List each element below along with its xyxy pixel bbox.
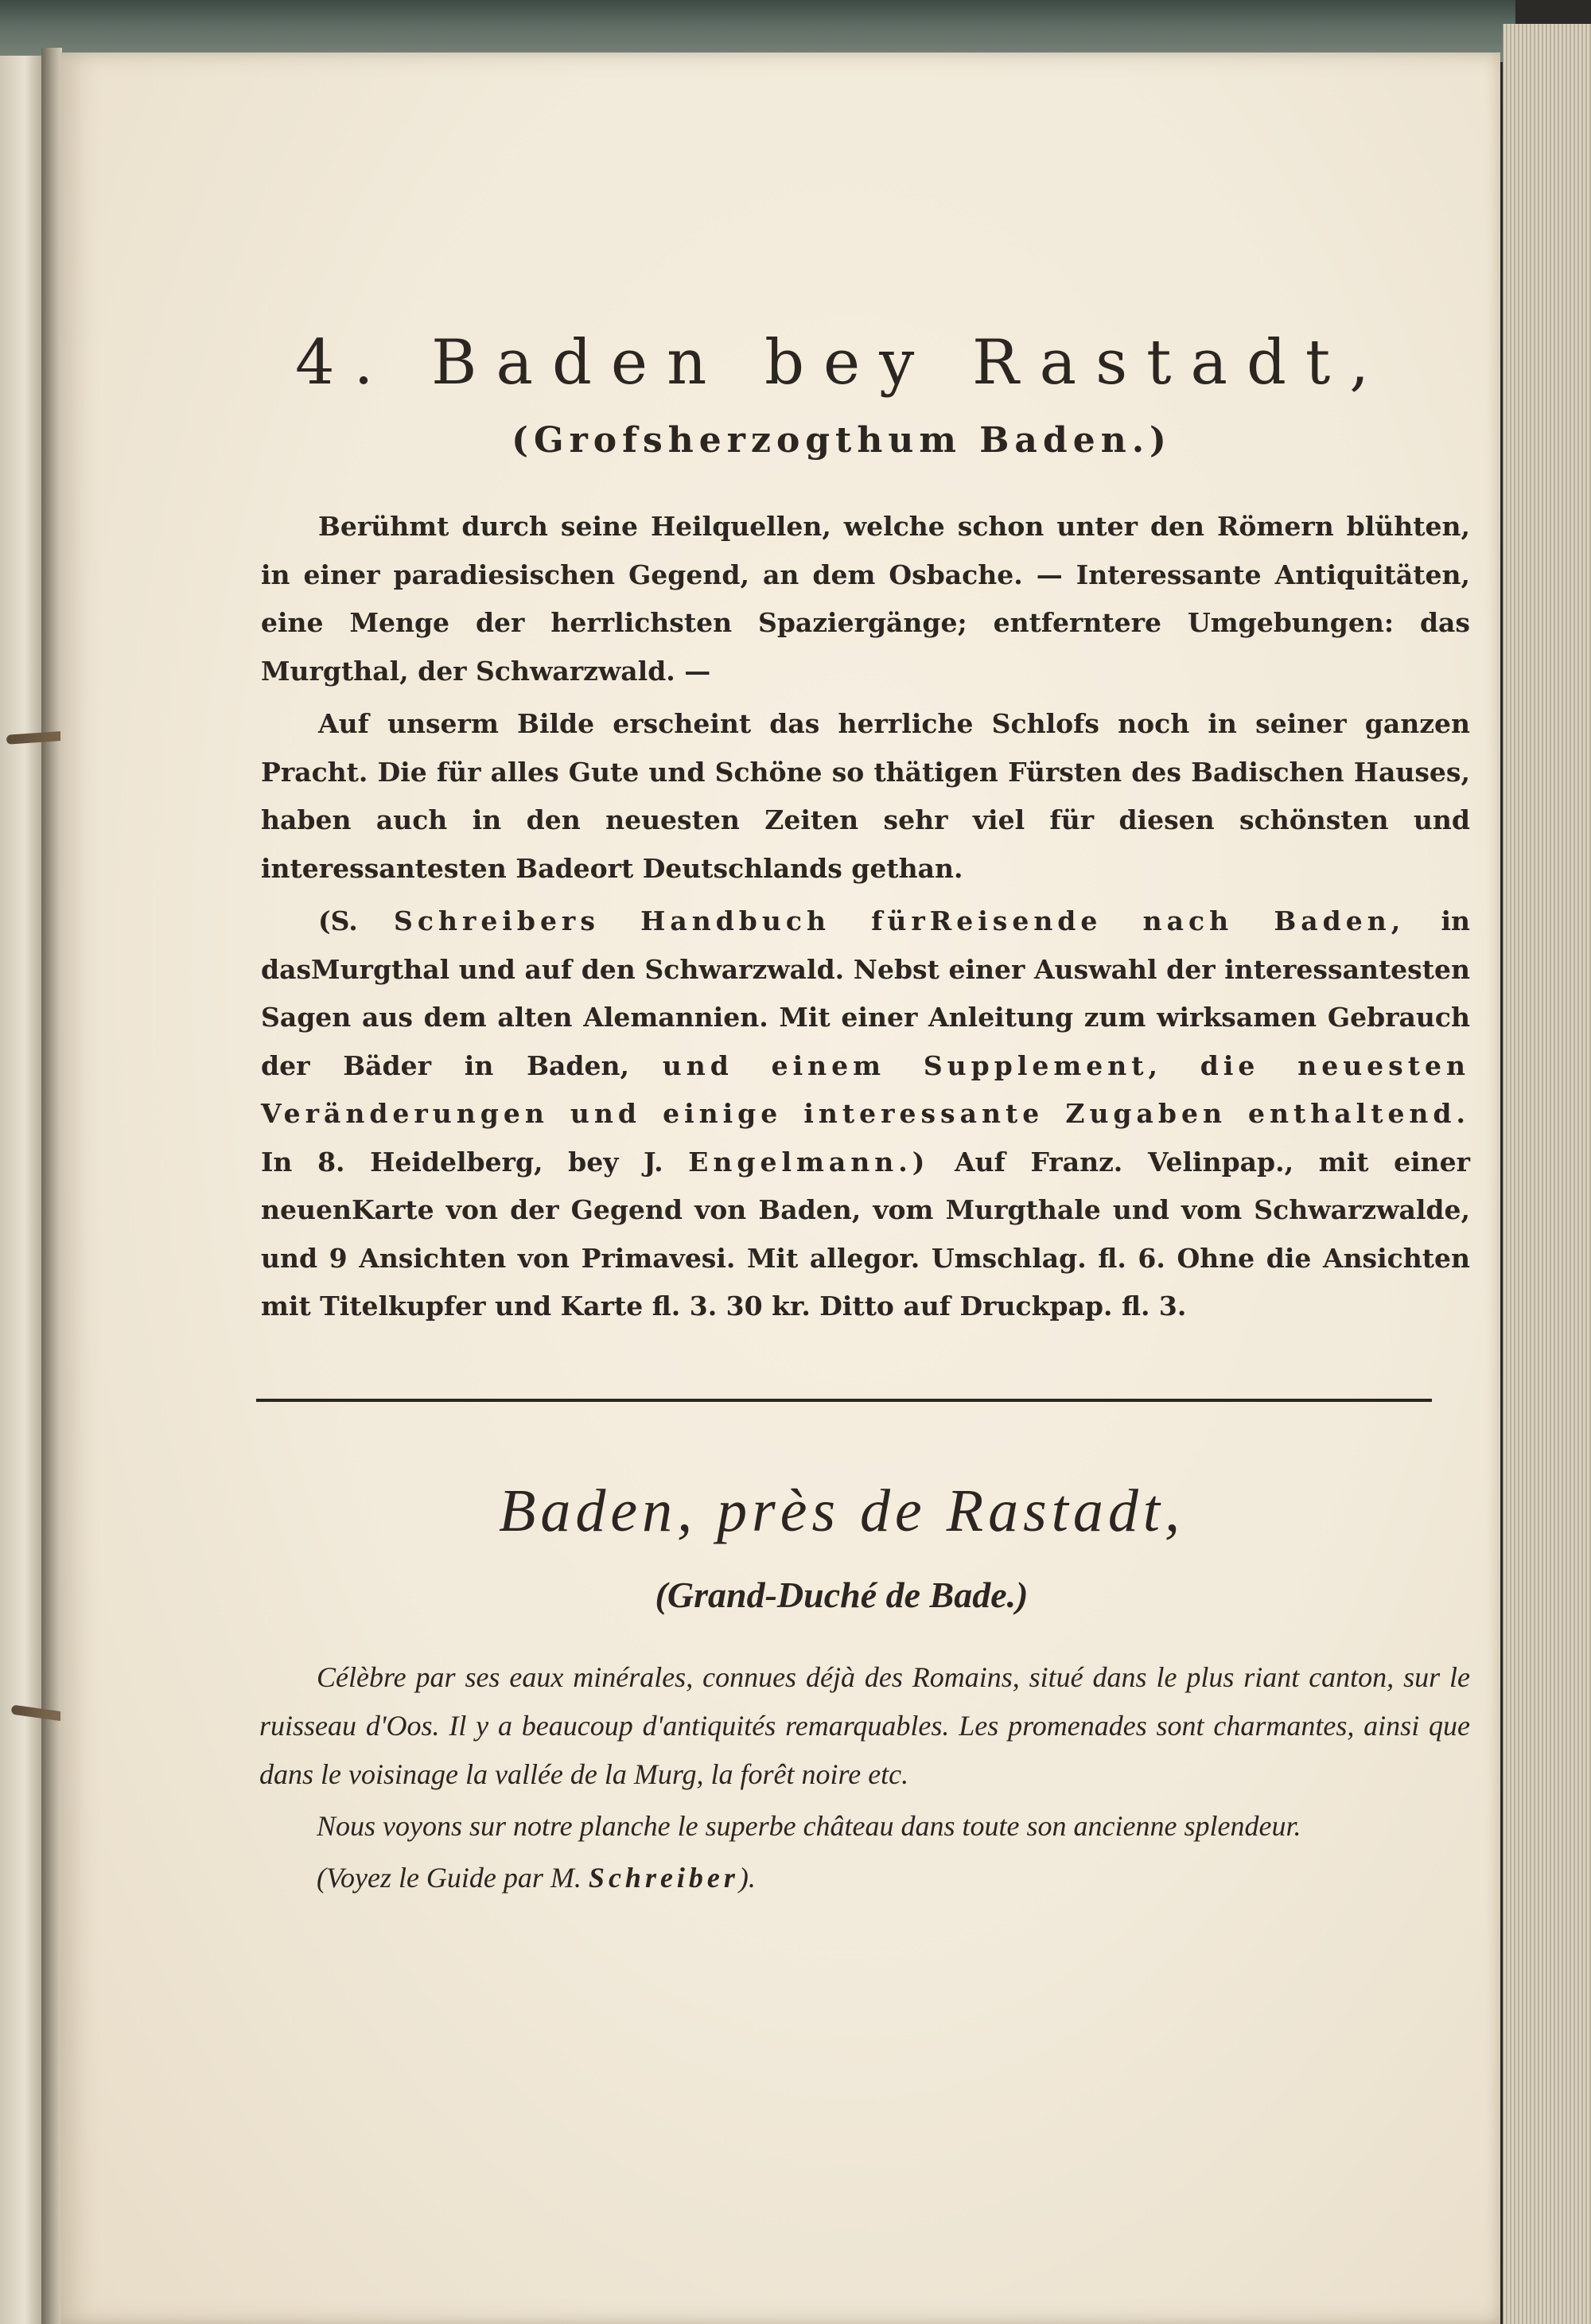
previous-page-edge: [0, 56, 43, 2324]
citation-text: in dasMurgthal und auf den Schwarzwald. Nebst einer Auswahl der interessantesten Sagen aus dem alten Alemannien. Mit einer Anleitung zum wirksamen Gebrauch der Bäder in Baden,: [261, 905, 1470, 1081]
french-paragraph: Nous voyons sur notre planche le superbe château dans toute son ancienne splendeur.: [317, 1810, 1301, 1842]
page-stack-edge: [1503, 24, 1591, 2324]
french-title: Baden, près de Rastadt,: [498, 1477, 1184, 1544]
french-paragraph: Célèbre par ses eaux minérales, connues déjà des Romains, situé dans le plus riant canton, sur le ruisseau d'Oos. Il y a beaucoup d'antiquités remarquables. Les promenades sont charmantes, ainsi que dans le voisinage la vallée de la Murg, la forêt noire etc.: [259, 1661, 1470, 1790]
citation-spaced-title: Schreibers Handbuch fürReisende nach Baden,: [394, 905, 1406, 936]
section-divider: [256, 1399, 1432, 1402]
citation-author: Schreiber: [588, 1862, 739, 1894]
citation-text: In 8. Heidelberg, bey J.: [261, 1146, 689, 1178]
citation-text: Auf Franz. Velinpap., mit einer neuenKarte von der Gegend von Baden, vom Murgthale und vom Schwarzwalde, und 9 Ansichten von Primavesi. Mit allegor. Umschlag. fl. 6. Ohne die Ansichten mit Titelkupfer und Karte fl. 3. 30 kr. Ditto auf Druckpap. fl. 3.: [261, 1146, 1470, 1322]
citation-open: (S.: [318, 905, 395, 936]
french-citation: [259, 1854, 1470, 1902]
german-text: [261, 503, 1470, 1336]
german-citation: [261, 897, 1470, 1331]
book-gutter: [41, 48, 62, 2324]
citation-publisher: Engelmann.): [688, 1146, 930, 1178]
citation-open: (Voyez le Guide par M.: [317, 1862, 589, 1894]
german-paragraph: Auf unserm Bilde erscheint das herrliche Schlofs noch in seiner ganzen Pracht. Die für alles Gute und Schöne so thätigen Fürsten des Badischen Hauses, haben auch in den neuesten Zeiten sehr viel für diesen schönsten und interessantesten Badeort Deutschlands gethan.: [261, 708, 1470, 884]
book-page: [60, 53, 1500, 2324]
citation-close: ).: [738, 1862, 756, 1894]
german-title: 4. Baden bey Rastadt,: [294, 327, 1389, 399]
citation-spaced-title: und einem Supplement, die neuesten Veränderungen und einige interessante Zugaben enthaltend.: [261, 1049, 1470, 1129]
german-subtitle: (Grofsherzogthum Baden.): [512, 420, 1172, 461]
german-paragraph: Berühmt durch seine Heilquellen, welche schon unter den Römern blühten, in einer paradiesischen Gegend, an dem Osbache. — Interessante Antiquitäten, eine Menge der herrlichsten Spaziergänge; entferntere Umgebungen: das Murgthal, der Schwarzwald. —: [261, 511, 1470, 687]
french-text: [259, 1653, 1470, 1906]
french-subtitle: (Grand-Duché de Bade.): [655, 1575, 1029, 1615]
